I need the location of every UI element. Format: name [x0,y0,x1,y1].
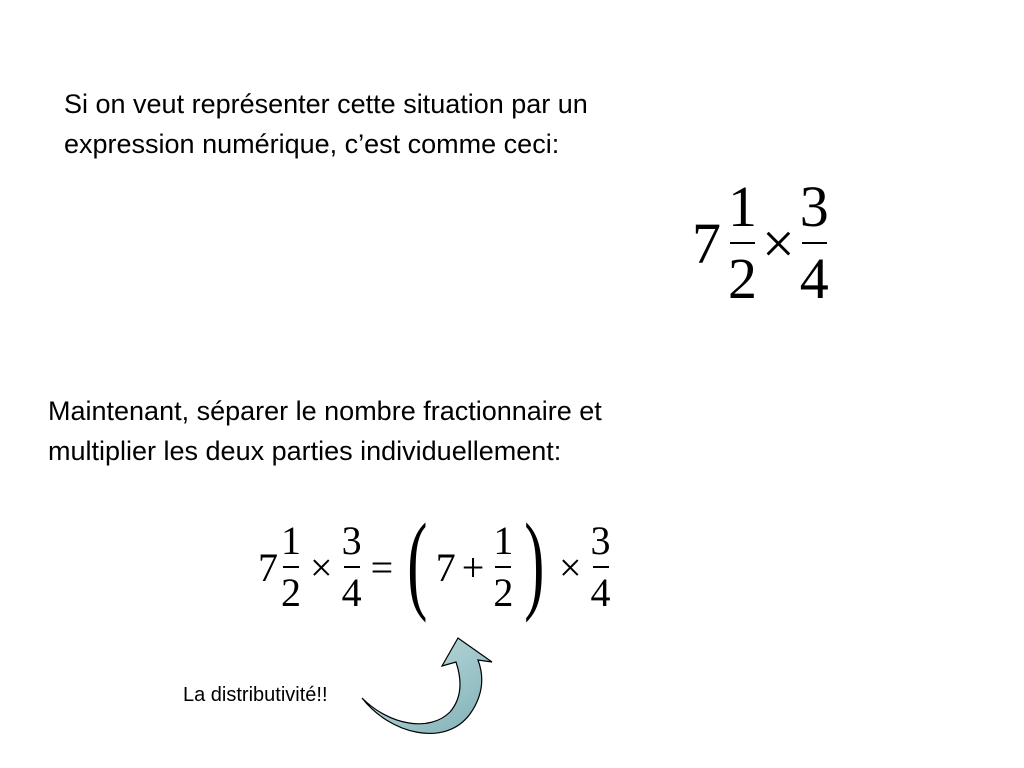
numerator: 1 [728,174,757,239]
curved-arrow-shape [362,638,492,733]
times-sign: × [310,544,333,590]
inner-whole-number: 7 [435,544,456,590]
denominator: 4 [799,246,829,311]
denominator: 2 [728,246,757,311]
fraction-one-half [728,174,757,311]
numerator: 1 [281,518,301,563]
numerator: 3 [799,174,829,239]
numerator: 1 [493,518,514,563]
times-sign: × [558,544,582,590]
denominator: 2 [493,570,514,615]
denominator: 4 [590,570,611,615]
times-sign: × [762,210,795,276]
denominator: 2 [281,570,301,615]
fraction-one-half [281,518,301,615]
numerator: 3 [590,518,611,563]
intro-paragraph: Si on veut représenter cette situation par un expression numérique, c’est comme ceci: [64,89,588,159]
right-parenthesis: ) [524,501,545,623]
whole-number: 7 [258,544,278,590]
fraction-three-quarters [341,518,362,615]
distributivity-label: La distributivité!! [183,684,328,706]
denominator: 4 [341,570,362,615]
equals-sign: = [370,544,394,590]
whole-number: 7 [692,210,721,276]
fraction-three-quarters [590,518,611,615]
plus-sign: + [461,544,485,590]
curved-arrow-icon [360,636,500,746]
left-parenthesis: ( [407,501,428,623]
mixed-number-expression [692,174,832,311]
inner-fraction-one-half [493,518,514,615]
separate-paragraph: Maintenant, séparer le nombre fractionnaire et multiplier les deux parties individuellement: [48,396,602,466]
distributive-equation [258,501,614,623]
numerator: 3 [341,518,362,563]
fraction-three-quarters [799,174,829,311]
